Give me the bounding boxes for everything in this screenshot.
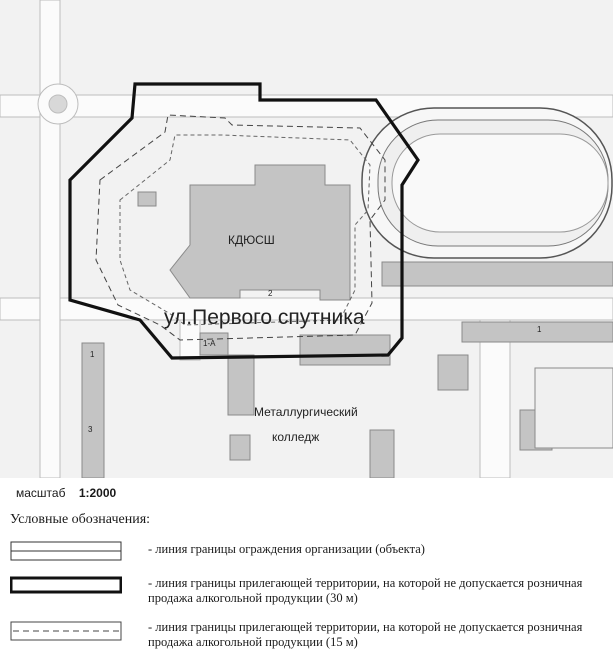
building-small-4: [230, 435, 250, 460]
legend-text-fence: - линия границы ограждения организации (объекта): [148, 542, 425, 556]
building-kiosk: [138, 192, 156, 206]
legend-title: Условные обозначения:: [10, 512, 151, 527]
label-kdyussh: КДЮСШ: [228, 233, 275, 247]
building-stadium-stand: [382, 262, 613, 286]
legend-symbol-double-line: [10, 540, 122, 562]
house-number-1-right: 1: [537, 325, 542, 334]
road-left-vertical: [40, 0, 60, 478]
scale-label: масштаб: [16, 486, 66, 500]
building-3: [82, 343, 104, 478]
house-number-1-left: 1: [90, 350, 95, 359]
legend-text-30m: - линия границы прилегающей территории, на которой не допускается розничная продажа алкогольной продукции (30 м): [148, 576, 583, 605]
house-number-3: 3: [88, 425, 93, 434]
legend-text-15m: - линия границы прилегающей территории, на которой не допускается розничная продажа алкогольной продукции (15 м): [148, 620, 583, 649]
label-college-line1: Металлургический: [254, 405, 358, 419]
house-number-2: 2: [268, 289, 273, 298]
scale-caption: [16, 486, 116, 500]
building-college-1: [228, 355, 254, 415]
house-number-1a: 1-А: [203, 339, 216, 348]
building-small-2: [370, 430, 394, 478]
scale-value: 1:2000: [78, 486, 117, 500]
building-outline-right: [535, 368, 613, 448]
label-street: ул.Первого спутника: [164, 306, 365, 329]
stadium: [362, 108, 612, 258]
legend-symbol-dashed-line: [10, 620, 122, 642]
roundabout-center: [49, 95, 67, 113]
building-small-1: [438, 355, 468, 390]
legend-symbol-thick-line: [10, 576, 122, 598]
road-right-vertical: [480, 320, 510, 478]
label-college-line2: колледж: [272, 430, 320, 444]
building-college-2: [300, 335, 390, 365]
